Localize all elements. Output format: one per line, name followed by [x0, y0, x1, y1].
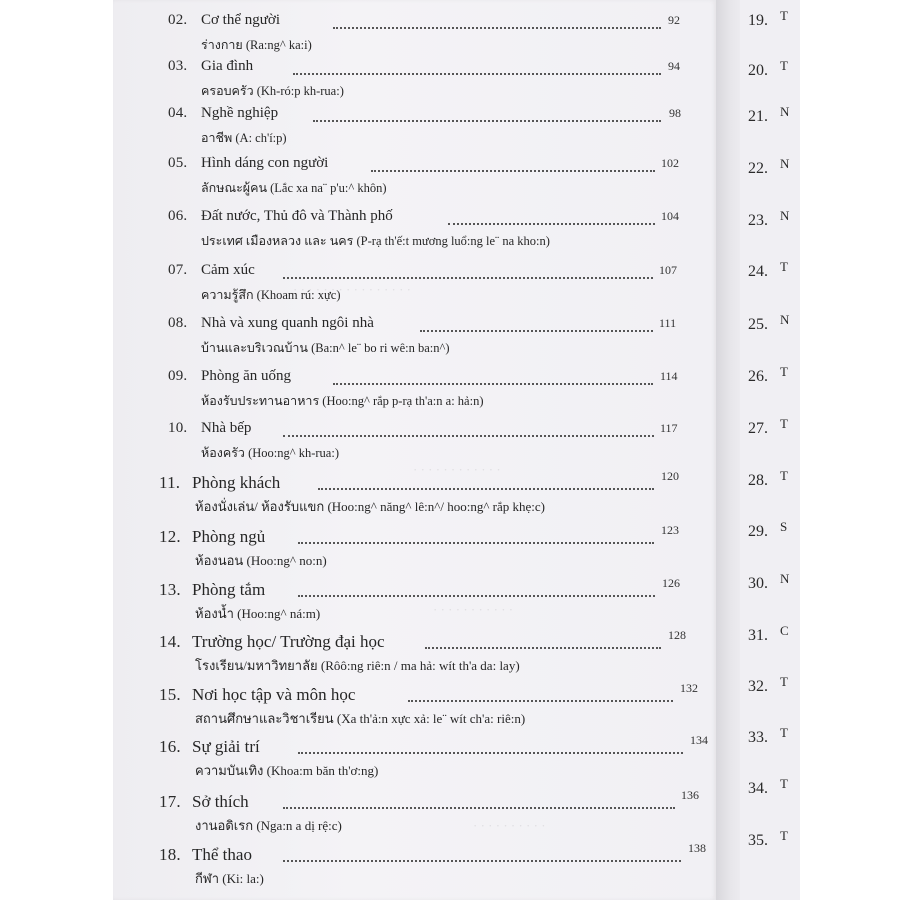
toc-entry[interactable]	[113, 105, 716, 155]
entry-number: 10.	[168, 420, 188, 436]
facing-entry-title-fragment: N	[780, 104, 790, 119]
facing-entry-number: 28.	[748, 472, 768, 489]
page-number: 114	[660, 369, 678, 383]
dot-leader	[298, 542, 654, 544]
thai-subtitle: กีฬา (Ki: la:)	[195, 871, 264, 886]
entry-number: 18.	[159, 845, 181, 864]
page-number: 92	[668, 13, 680, 27]
entry-number: 13.	[159, 580, 181, 599]
entry-title: Nhà và xung quanh ngôi nhà	[201, 315, 374, 331]
dot-leader	[298, 595, 655, 597]
dot-leader	[313, 120, 661, 122]
page-number: 120	[661, 469, 679, 483]
dot-leader	[425, 647, 661, 649]
facing-entry-title-fragment: T	[780, 776, 788, 791]
dot-leader	[298, 752, 683, 754]
page-number: 128	[668, 628, 686, 642]
entry-title: Phòng khách	[192, 473, 281, 492]
entry-number: 03.	[168, 58, 188, 74]
facing-entry-number: 22.	[748, 160, 768, 177]
entry-title: Phòng ăn uống	[201, 368, 291, 384]
facing-entry-number: 30.	[748, 575, 768, 592]
thai-subtitle: ลักษณะผู้คน (Lắc xa na¨ p'u:^ khôn)	[201, 181, 387, 195]
dot-leader	[293, 73, 661, 75]
entry-title: Thể thao	[192, 845, 252, 864]
page-number: 107	[659, 263, 677, 277]
dot-leader	[283, 277, 653, 279]
entry-title: Cảm xúc	[201, 262, 255, 278]
thai-subtitle: อาชีพ (A: ch'í:p)	[201, 131, 287, 145]
toc-entry[interactable]	[113, 788, 716, 842]
facing-entry-title-fragment: N	[780, 571, 790, 586]
facing-entry-title-fragment: S	[780, 519, 788, 534]
thai-subtitle: สถานศึกษาและวิชาเรียน (Xa th'ả:n xực xả: le¨ wít ch'a: riê:n)	[195, 711, 526, 726]
facing-entry-title-fragment: T	[780, 828, 788, 843]
toc-entry[interactable]	[113, 576, 716, 630]
book-gutter	[716, 0, 740, 900]
thai-subtitle: ห้องครัว (Hoo:ng^ kh-rua:)	[201, 446, 339, 460]
facing-entry-number: 23.	[748, 212, 768, 229]
toc-entry[interactable]	[113, 523, 716, 577]
toc-entry[interactable]	[113, 208, 716, 258]
entry-title: Nơi học tập và môn học	[192, 685, 356, 704]
facing-entry-number: 26.	[748, 368, 768, 385]
facing-entry-number: 33.	[748, 729, 768, 746]
facing-entry-number: 24.	[748, 263, 768, 280]
entry-number: 09.	[168, 368, 188, 384]
facing-entry-number: 31.	[748, 627, 768, 644]
entry-number: 04.	[168, 105, 188, 121]
left-margin	[0, 0, 113, 900]
entry-title: Nhà bếp	[201, 420, 252, 436]
facing-entry-number: 34.	[748, 780, 768, 797]
thai-subtitle: ร่างกาย (Ra:ng^ ka:i)	[201, 38, 312, 52]
entry-number: 02.	[168, 12, 188, 28]
facing-entry-title-fragment: T	[780, 8, 788, 23]
entry-number: 05.	[168, 155, 188, 171]
dot-leader	[283, 435, 654, 437]
thai-subtitle: ครอบครัว (Kh-ró:p kh-rua:)	[201, 84, 344, 98]
toc-page	[113, 0, 716, 900]
toc-entry[interactable]	[113, 681, 716, 735]
facing-entry-title-fragment: T	[780, 674, 788, 689]
page-number: 126	[662, 576, 680, 590]
facing-entry-title-fragment: T	[780, 725, 788, 740]
facing-entry-title-fragment: C	[780, 623, 789, 638]
toc-entry[interactable]	[113, 262, 716, 312]
entry-number: 16.	[159, 737, 181, 756]
toc-entry[interactable]	[113, 155, 716, 205]
facing-entry-number: 27.	[748, 420, 768, 437]
show-through-text: · · · · · · · · · · · · · · · ·	[293, 282, 412, 297]
toc-entry[interactable]	[113, 368, 716, 418]
entry-number: 11.	[159, 473, 181, 492]
entry-number: 06.	[168, 208, 188, 224]
toc-entry[interactable]	[113, 58, 716, 108]
entry-number: 15.	[159, 685, 181, 704]
entry-title: Sự giải trí	[192, 737, 260, 756]
facing-entry-number: 20.	[748, 62, 768, 79]
toc-entry[interactable]	[113, 12, 716, 62]
show-through-text: · · · · · · · · · ·	[473, 818, 546, 833]
thai-subtitle: บ้านและบริเวณบ้าน (Ba:n^ le¨ bo ri wê:n ba:n^)	[201, 341, 450, 355]
page-number: 134	[690, 733, 708, 747]
facing-entry-number: 35.	[748, 832, 768, 849]
entry-title: Hình dáng con người	[201, 155, 329, 171]
toc-entry[interactable]	[113, 315, 716, 365]
page-number: 136	[681, 788, 699, 802]
page-number: 138	[688, 841, 706, 855]
page-number: 104	[661, 209, 679, 223]
dot-leader	[318, 488, 654, 490]
dot-leader	[420, 330, 653, 332]
thai-subtitle: ความบันเทิง (Khoa:m băn th'ơ:ng)	[195, 763, 379, 778]
entry-title: Phòng tắm	[192, 580, 266, 599]
facing-entry-number: 21.	[748, 108, 768, 125]
entry-title: Gia đình	[201, 58, 254, 74]
page-number: 94	[668, 59, 680, 73]
entry-title: Nghề nghiệp	[201, 105, 279, 121]
toc-entry[interactable]	[113, 420, 716, 470]
facing-entry-title-fragment: N	[780, 156, 790, 171]
entry-number: 12.	[159, 527, 181, 546]
page-number: 132	[680, 681, 698, 695]
entry-title: Trường học/ Trường đại học	[192, 632, 385, 651]
facing-entry-title-fragment: N	[780, 312, 790, 327]
dot-leader	[448, 223, 655, 225]
facing-entry-title-fragment: T	[780, 58, 788, 73]
facing-entry-title-fragment: T	[780, 259, 788, 274]
entry-number: 08.	[168, 315, 188, 331]
entry-title: Cơ thể người	[201, 12, 280, 28]
show-through-text: · · · · · · · · · · · ·	[413, 462, 501, 477]
thai-subtitle: ห้องรับประทานอาหาร (Hoo:ng^ rắp p-rạ th'a:n a: hả:n)	[201, 394, 484, 408]
thai-subtitle: ห้องนั่งเล่น/ ห้องรับแขก (Hoo:ng^ năng^ lê:n^/ hoo:ng^ rắp khẹ:c)	[195, 499, 546, 514]
thai-subtitle: ประเทศ เมืองหลวง และ นคร (P-rạ th'ế:t mương luổ:ng le¨ na kho:n)	[201, 234, 550, 248]
toc-entry[interactable]	[113, 841, 716, 895]
page-number: 111	[659, 316, 677, 330]
thai-subtitle: ห้องนอน (Hoo:ng^ no:n)	[195, 553, 327, 568]
facing-entry-number: 25.	[748, 316, 768, 333]
facing-entry-number: 29.	[748, 523, 768, 540]
dot-leader	[333, 383, 653, 385]
facing-entry-title-fragment: T	[780, 364, 788, 379]
facing-entry-number: 19.	[748, 12, 768, 29]
thai-subtitle: ความรู้สึก (Khoam rú: xực)	[201, 288, 341, 302]
facing-entry-number: 32.	[748, 678, 768, 695]
right-margin	[800, 0, 900, 900]
dot-leader	[283, 860, 681, 862]
facing-entry-title-fragment: N	[780, 208, 790, 223]
facing-entry-title-fragment: T	[780, 416, 788, 431]
dot-leader	[333, 27, 661, 29]
thai-subtitle: งานอดิเรก (Nga:n a dị rệ:c)	[195, 818, 342, 833]
toc-entry[interactable]	[113, 469, 716, 523]
toc-entry[interactable]	[113, 733, 716, 787]
entry-number: 07.	[168, 262, 188, 278]
dot-leader	[408, 700, 673, 702]
page-number: 123	[661, 523, 679, 537]
dot-leader	[283, 807, 675, 809]
entry-title: Sở thích	[192, 792, 249, 811]
facing-page	[740, 0, 800, 900]
entry-number: 17.	[159, 792, 181, 811]
page-number: 102	[661, 156, 679, 170]
thai-subtitle: ห้องน้ำ (Hoo:ng^ ná:m)	[195, 606, 321, 621]
entry-number: 14.	[159, 632, 181, 651]
toc-entry[interactable]	[113, 628, 716, 682]
show-through-text: · · · · · · · · · · ·	[433, 602, 514, 617]
page-number: 98	[669, 106, 681, 120]
dot-leader	[371, 170, 655, 172]
page-number: 117	[660, 421, 678, 435]
facing-entry-title-fragment: T	[780, 468, 788, 483]
entry-title: Đất nước, Thủ đô và Thành phố	[201, 208, 393, 224]
entry-title: Phòng ngủ	[192, 527, 266, 546]
thai-subtitle: โรงเรียน/มหาวิทยาลัย (Rôô:ng riê:n / ma hả: wít th'a da: lay)	[195, 658, 520, 673]
